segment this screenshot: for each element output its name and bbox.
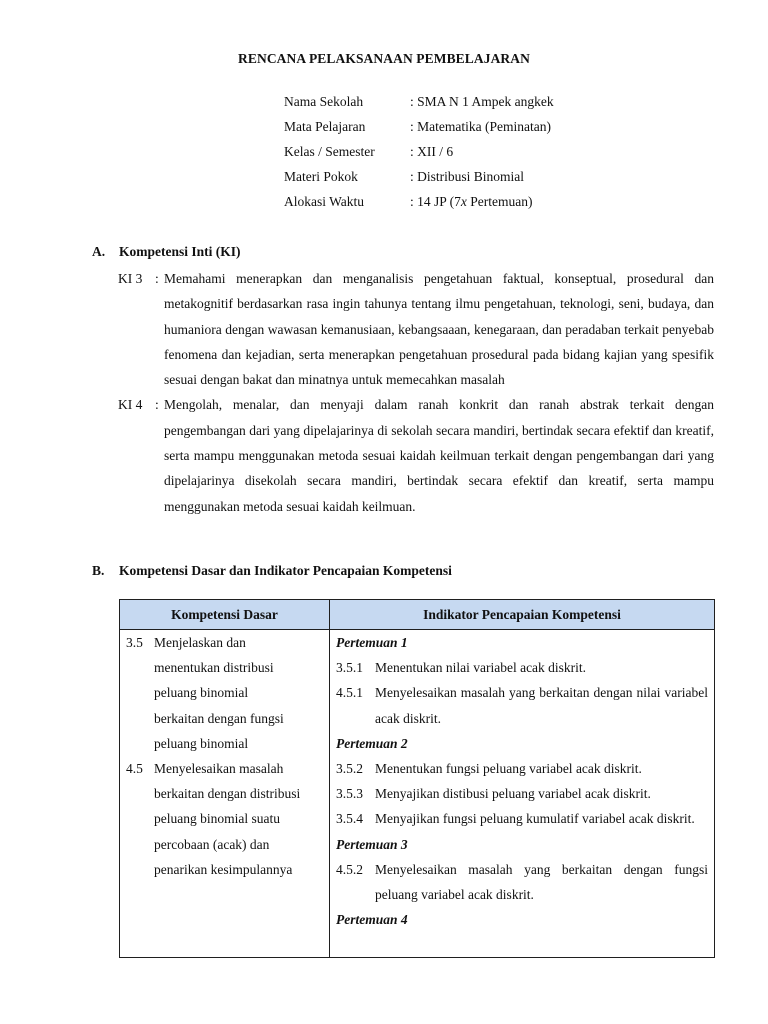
kd-item (120, 756, 329, 882)
info-row-school (284, 92, 554, 117)
info-value: : Distribusi Binomial (410, 169, 525, 184)
section-a-heading (92, 244, 241, 260)
section-title: Kompetensi Inti (KI) (119, 244, 241, 259)
ki-item (118, 392, 714, 518)
kd-line: berkaitan dengan fungsi (154, 710, 284, 726)
page-title: RENCANA PELAKSANAAN PEMBELAJARAN (238, 51, 530, 66)
kd-line: peluang binomial (154, 735, 249, 751)
indicator-item (330, 680, 714, 730)
kd-line: Menyelesaikan masalah (154, 761, 284, 777)
indicator-text: Menentukan fungsi peluang variabel acak diskrit. (375, 761, 642, 777)
info-value: : SMA N 1 Ampek angkek (410, 94, 554, 109)
indicator-text: Menentukan nilai variabel acak diskrit. (375, 660, 587, 676)
info-row-topic (284, 167, 554, 192)
info-value: : Matematika (Peminatan) (410, 119, 551, 134)
section-letter: B. (92, 563, 105, 578)
section-title: Kompetensi Dasar dan Indikator Pencapaian Kompetensi (119, 563, 452, 578)
meeting-label: Pertemuan 2 (336, 735, 408, 751)
info-row-subject (284, 117, 554, 142)
ki-item (118, 266, 714, 392)
meeting-label: Pertemuan 1 (336, 635, 408, 650)
ki-colon: : (155, 397, 159, 413)
section-letter: A. (92, 244, 106, 259)
kd-number: 3.5 (126, 635, 143, 650)
kd-line: penarikan kesimpulannya (154, 861, 293, 877)
indicator-number: 3.5.2 (336, 761, 363, 777)
competency-table (119, 599, 715, 958)
info-label: Alokasi Waktu (284, 194, 365, 209)
table-row (120, 630, 715, 958)
info-label: Nama Sekolah (284, 94, 364, 109)
indicator-item (330, 756, 714, 781)
ki-list (118, 266, 714, 519)
kd-line: percobaan (acak) dan (154, 836, 270, 852)
ki-label: KI 3 (118, 271, 143, 286)
info-label: Materi Pokok (284, 169, 358, 184)
meeting-label: Pertemuan 3 (336, 836, 408, 852)
indicator-item (330, 655, 714, 680)
indicator-number: 4.5.2 (336, 861, 363, 877)
indicator-cell (330, 630, 715, 958)
info-value: : 14 JP (7x Pertemuan) (410, 194, 533, 209)
indicator-item (330, 806, 714, 831)
ki-label: KI 4 (118, 397, 143, 413)
indicator-text: Menyelesaikan masalah yang berkaitan dengan fungsi peluang variabel acak diskrit. (375, 861, 708, 903)
kd-cell (120, 630, 330, 958)
section-b-heading (92, 563, 452, 579)
kd-item (120, 630, 329, 756)
kd-line: menentukan distribusi (154, 660, 274, 676)
indicator-item (330, 857, 714, 907)
indicator-number: 3.5.4 (336, 811, 363, 827)
kd-line: peluang binomial suatu (154, 811, 280, 827)
info-block (284, 92, 554, 217)
indicator-number: 3.5.1 (336, 660, 363, 676)
indicator-number: 4.5.1 (336, 685, 363, 701)
kd-line: peluang binomial (154, 685, 249, 701)
indicator-text: Menyajikan fungsi peluang kumulatif variabel acak diskrit. (375, 811, 695, 827)
kd-number: 4.5 (126, 761, 143, 777)
table-header-row (120, 600, 715, 630)
indicator-item (330, 781, 714, 806)
info-row-time (284, 192, 554, 217)
ki-text: Mengolah, menalar, dan menyaji dalam ranah konkrit dan ranah abstrak terkait dengan pengembangan dari yang dipelajarinya di sekolah secara mandiri, bertindak secara efektif dan kreatif, serta mampu menggunakan metoda sesuai kaidah keilmuan terkait dengan pengembangan dari yang dipelajarinya disekolah secara mandiri, bertindak secara efektif dan kreatif, serta mampu menggunakan metoda sesuai kaidah keilmuan. (164, 397, 714, 514)
info-label: Kelas / Semester (284, 144, 375, 159)
table-header-cell: Kompetensi Dasar (120, 600, 330, 630)
meeting-label: Pertemuan 4 (336, 912, 408, 928)
ki-text: Memahami menerapkan dan menganalisis pengetahuan faktual, konseptual, prosedural dan metakognitif berdasarkan rasa ingin tahunya tentang ilmu pengetahuan, teknologi, seni, budaya, dan humaniora dengan wawasan kemanusiaan, kebangsaaan, kenegaraan, dan peradaban terkait penyebab fenomena dan kejadian, serta menerapkan pengetahuan prosedural pada bidang kajian yang spesifik sesuai dengan bakat dan minatnya untuk memecahkan masalah (164, 271, 714, 388)
info-value: : XII / 6 (410, 144, 454, 159)
ki-colon: : (155, 271, 159, 286)
info-row-class (284, 142, 554, 167)
info-label: Mata Pelajaran (284, 119, 366, 134)
kd-line: Menjelaskan dan (154, 635, 246, 650)
kd-line: berkaitan dengan distribusi (154, 786, 301, 802)
indicator-number: 3.5.3 (336, 786, 363, 802)
indicator-text: Menyajikan distibusi peluang variabel acak diskrit. (375, 786, 651, 802)
indicator-text: Menyelesaikan masalah yang berkaitan dengan nilai variabel acak diskrit. (375, 685, 708, 726)
table-header-cell: Indikator Pencapaian Kompetensi (330, 600, 715, 630)
